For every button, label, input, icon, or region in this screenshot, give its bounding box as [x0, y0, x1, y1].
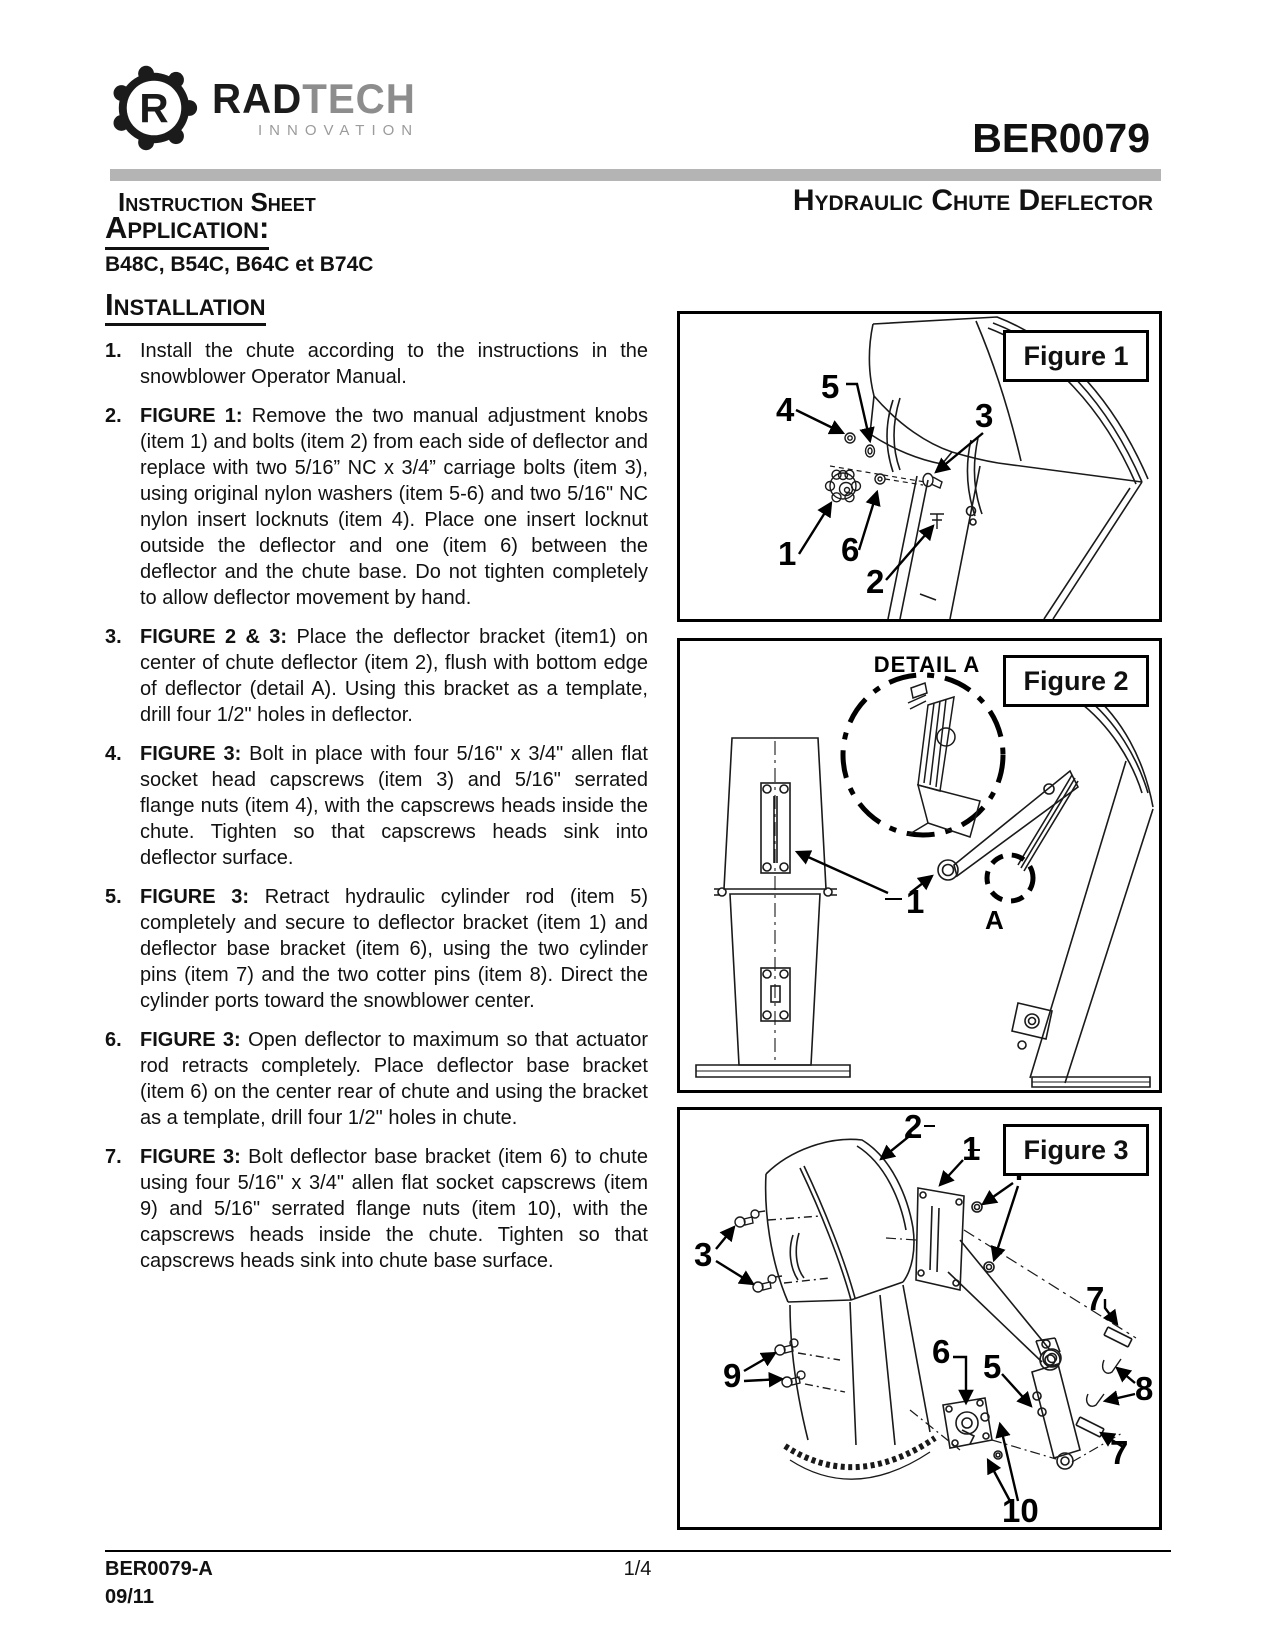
callout-5: 5 [821, 368, 840, 405]
step-number: 1. [105, 340, 122, 363]
callout-10: 10 [1002, 1492, 1039, 1527]
instructions-column [105, 210, 648, 1287]
step-number: 7. [105, 1146, 122, 1169]
callout-9: 9 [723, 1357, 742, 1394]
callout-2: 2 [866, 563, 885, 600]
step-number: 2. [105, 405, 122, 428]
callout-6: 6 [932, 1333, 951, 1370]
step-figure-ref: FIGURE 3: [140, 743, 242, 766]
footer-doc-revision: BER0079-A [105, 1558, 213, 1580]
figure-2-box [677, 638, 1162, 1093]
step-figure-ref: FIGURE 3: [140, 1029, 241, 1052]
callout-1: 1 [906, 883, 925, 920]
document-number: BER0079 [972, 115, 1150, 161]
step-figure-ref: FIGURE 2 & 3: [140, 626, 288, 649]
step-text: Open deflector to maximum so that actuator rod retracts completely. Place deflector base bracket (item 6) on the center rear of chute and using the bracket as a template, drill four 1/2" holes in chute. [140, 1029, 648, 1130]
callout-7a: 7 [1086, 1280, 1105, 1317]
step-number: 3. [105, 626, 122, 649]
callout-1: 1 [778, 535, 797, 572]
step-number: 4. [105, 743, 122, 766]
exploded-assembly-art [735, 1139, 1136, 1479]
figure-3-leader-lines [716, 1126, 1135, 1501]
callout-3: 3 [975, 397, 994, 434]
step-text: Remove the two manual adjustment knobs (item 1) and bolts (item 2) from each side of deflector and replace with two 5/16” NC x 3/4” carriage bolts (item 3), using original nylon washers (item 5-6) and two 5/16" NC nylon insert locknuts (item 4). Place one insert locknut outside the deflector and one (item 6) between the deflector and the chute base. Do not tighten completely to allow deflector movement by hand. [140, 405, 649, 610]
figure-1-label: Figure 1 [1003, 330, 1149, 382]
step-figure-ref: FIGURE 3: [140, 1146, 241, 1169]
chute-side-view [938, 687, 1153, 1087]
logo-brand-gray: TECH [302, 75, 416, 122]
callout-3: 3 [694, 1236, 713, 1273]
detail-a-title: DETAIL A [873, 652, 981, 677]
figure-3-label: Figure 3 [1003, 1124, 1149, 1176]
step-figure-ref: FIGURE 1: [140, 405, 243, 428]
install-step-6 [105, 1027, 648, 1131]
installation-heading: Installation [105, 287, 266, 327]
figure-1-box [677, 311, 1162, 622]
detail-a-marker-circle [987, 855, 1033, 901]
install-step-4 [105, 741, 648, 871]
step-text: Place the deflector bracket (item1) on center of chute deflector (item 2), flush with bottom edge of deflector (detail A). Using this bracket as a template, drill four 1/2" holes in deflector. [140, 626, 648, 727]
installation-steps [105, 338, 648, 1274]
callout-1: 1 [962, 1130, 981, 1167]
radtech-gear-badge-icon [110, 62, 198, 154]
install-step-7 [105, 1144, 648, 1274]
footer-rule [105, 1550, 1171, 1552]
callout-2: 2 [904, 1110, 923, 1145]
detail-a-art [908, 683, 980, 837]
callout-4: 4 [776, 391, 795, 428]
radtech-logo [110, 62, 424, 154]
sheet-title: Instruction Sheet [118, 187, 316, 218]
callout-8: 8 [1135, 1370, 1154, 1407]
install-step-3 [105, 624, 648, 728]
step-number: 5. [105, 886, 122, 909]
step-number: 6. [105, 1029, 122, 1052]
install-step-1 [105, 338, 648, 390]
footer-page-number: 1/4 [623, 1558, 652, 1580]
figure-2-drawing [680, 641, 1159, 1090]
detail-a-circle [843, 675, 1003, 835]
step-text: Bolt deflector base bracket (item 6) to chute using four 5/16" x 3/4" allen flat socket capscrews (item 9) and 5/16" serrated flange nuts (item 10), with the capscrews heads inside the chute. Tighten so that capscrews heads sink into chute base surface. [140, 1146, 648, 1273]
callout-6: 6 [841, 531, 860, 568]
product-title: Hydraulic Chute Deflector [792, 184, 1153, 217]
footer-date: 09/11 [105, 1586, 154, 1608]
figure-3-box [677, 1107, 1162, 1530]
header-divider-bar [110, 169, 1161, 181]
callout-a: A [985, 905, 1004, 935]
install-step-2 [105, 403, 648, 611]
application-heading: Application: [105, 210, 269, 250]
step-text: Retract hydraulic cylinder rod (item 5) completely and secure to deflector bracket (item 1) and deflector base bracket (item 6), using the two cylinder pins (item 7) and the two cotter pins (item 8). Direct the cylinder ports toward the snowblower center. [140, 886, 648, 1013]
install-step-5 [105, 884, 648, 1014]
logo-wordmark [212, 75, 424, 139]
callout-5: 5 [983, 1348, 1002, 1385]
callout-7b: 7 [1110, 1434, 1129, 1471]
step-text: Bolt in place with four 5/16" x 3/4" allen flat socket head capscrews (item 3) and 5/16" serrated flange nuts (item 4), with the capscrews heads inside the chute. Tighten so that capscrews heads sink into deflector surface. [140, 743, 648, 870]
figure-2-label: Figure 2 [1003, 655, 1149, 707]
chute-front-view [696, 738, 850, 1077]
logo-tagline: INNOVATION [258, 122, 420, 139]
logo-monogram: R [139, 85, 169, 132]
logo-brand-black: RAD [212, 75, 303, 122]
step-text: Install the chute according to the instructions in the snowblower Operator Manual. [140, 340, 648, 389]
application-models: B48C, B54C, B64C et B74C [105, 252, 374, 276]
step-figure-ref: FIGURE 3: [140, 886, 250, 909]
